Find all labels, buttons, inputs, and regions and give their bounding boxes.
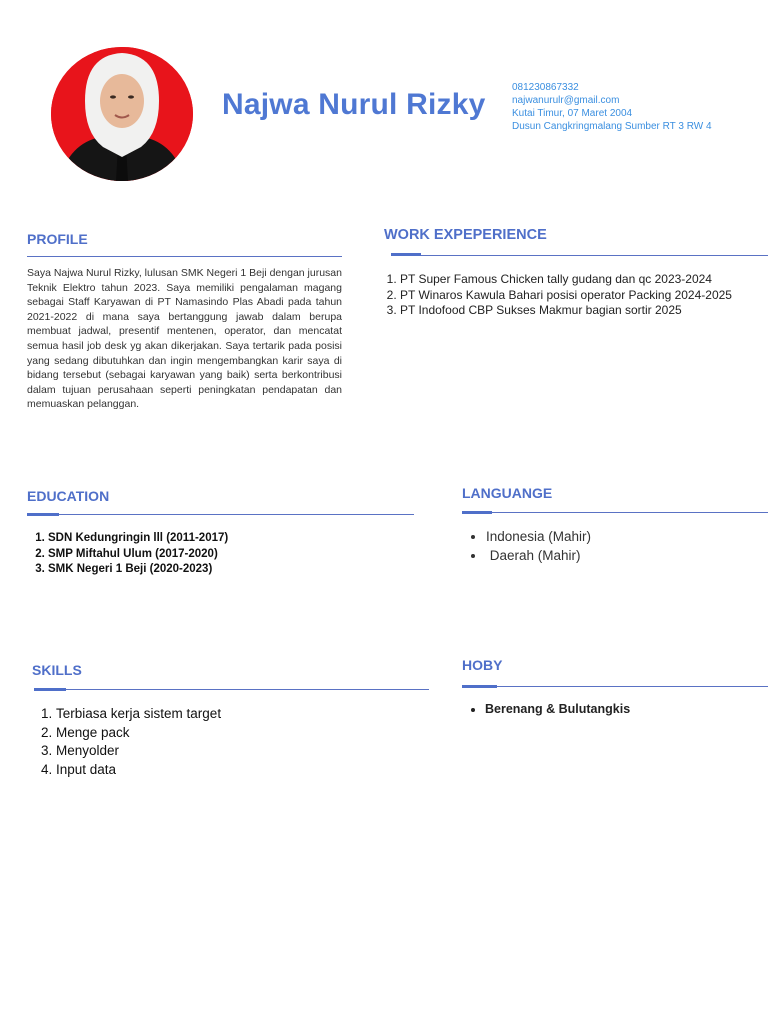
language-list: [486, 527, 591, 565]
hoby-list: [485, 701, 630, 717]
profile-text: Saya Najwa Nurul Rizky, lulusan SMK Negeri 1 Beji dengan jurusan Teknik Elektro tahun 2023. Saya memiliki pengalaman magang sebagai Staff Karyawan di PT Namasindo Plas Abadi pada tahun 2021-2022 di mana saya bertanggung jawab dalam berupa membuat jadwal, presentif mentenen, operator, dan mencatat semua hasil job desk yg akan dikerjakan. Saya tertarik pada posisi yang sedang dibutuhkan dan ingin mengembangkan karir saya di bidang tersebut (sebagai karyawan yang baik) serta berkontribusi dalam tujuan perusahaan seperti peningkatan pendapatan dan memuaskan pelanggan.: [27, 267, 342, 411]
work-experience-heading: WORK EXPEPERIENCE: [384, 227, 547, 243]
hoby-heading: HOBY: [462, 657, 503, 673]
language-divider: [492, 512, 768, 513]
skills-accent-bar: [34, 688, 66, 691]
list-item: 4. Input data: [56, 761, 221, 780]
home-address: Dusun Cangkringmalang Sumber RT 3 RW 4: [512, 121, 712, 132]
language-heading: LANGUANGE: [462, 485, 553, 501]
work-list: [400, 272, 732, 319]
education-heading: EDUCATION: [27, 488, 110, 504]
profile-heading: PROFILE: [27, 231, 88, 247]
work-divider: [421, 255, 768, 256]
list-item: 2. SMP Miftahul Ulum (2017-2020): [48, 547, 228, 563]
list-item: 1. Terbiasa kerja sistem target: [56, 705, 221, 724]
skills-heading: SKILLS: [32, 662, 82, 678]
candidate-name: Najwa Nurul Rizky: [222, 88, 486, 121]
education-accent-bar: [27, 513, 59, 516]
person-photo-icon: [51, 47, 193, 181]
profile-photo: [51, 47, 193, 181]
phone-number: 081230867332: [512, 82, 579, 93]
list-item: • Berenang & Bulutangkis: [485, 701, 630, 717]
education-divider: [59, 514, 414, 515]
list-item: 2. Menge pack: [56, 724, 221, 743]
skills-divider: [66, 689, 429, 690]
hoby-divider: [497, 686, 768, 687]
list-item: 1. PT Super Famous Chicken tally gudang dan qc 2023-2024: [400, 272, 732, 288]
birth-place-date: Kutai Timur, 07 Maret 2004: [512, 108, 633, 119]
list-item: 3. Menyolder: [56, 742, 221, 761]
list-item: 1. SDN Kedungringin lll (2011-2017): [48, 531, 228, 547]
email-address: najwanurulr@gmail.com: [512, 95, 620, 106]
skills-list: [56, 705, 221, 779]
hoby-accent-bar: [462, 685, 497, 688]
contact-info: [512, 81, 712, 133]
work-accent-bar: [391, 253, 421, 256]
language-accent-bar: [462, 511, 492, 514]
list-item: 3. PT Indofood CBP Sukses Makmur bagian sortir 2025: [400, 303, 732, 319]
profile-divider: [27, 256, 342, 257]
list-item: • Daerah (Mahir): [486, 546, 591, 565]
education-list: [48, 531, 228, 578]
list-item: 2. PT Winaros Kawula Bahari posisi operator Packing 2024-2025: [400, 288, 732, 304]
list-item: 3. SMK Negeri 1 Beji (2020-2023): [48, 562, 228, 578]
list-item: • Indonesia (Mahir): [486, 527, 591, 546]
